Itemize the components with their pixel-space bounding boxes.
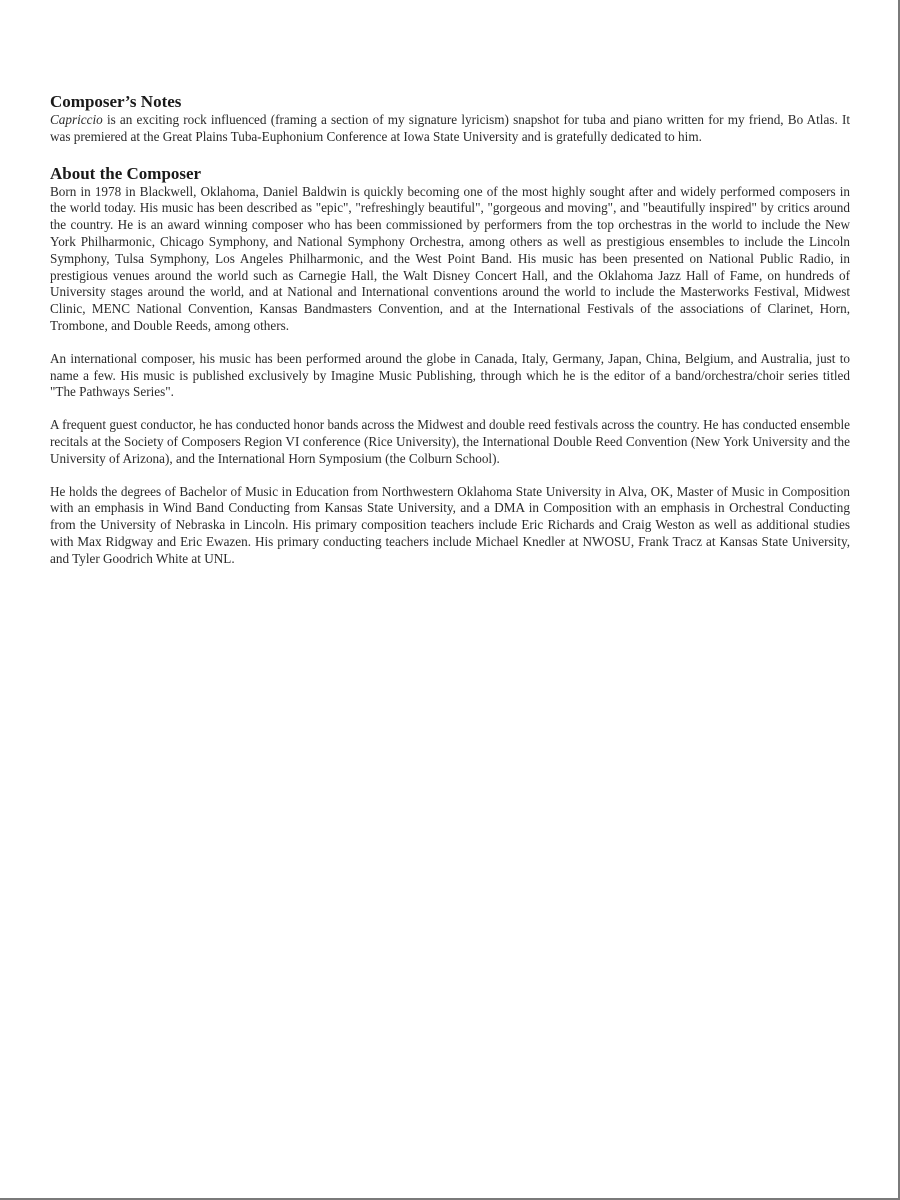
page-content [50, 92, 850, 568]
education-paragraph: He holds the degrees of Bachelor of Music in Education from Northwestern Oklahoma State University in Alva, OK, Master of Music in Composition with an emphasis in Wind Band Conducting from Kansas State University, and a DMA in Composition with an emphasis in Orchestral Conducting from the University of Nebraska in Lincoln. His primary composition teachers include Eric Richards and Craig Weston as well as additional studies with Max Ridgway and Eric Ewazen. His primary conducting teachers include Michael Knedler at NWOSU, Frank Tracz at Kansas State University, and Tyler Goodrich White at UNL. [50, 483, 850, 566]
composers-notes-section [50, 92, 850, 146]
about-composer-heading: About the Composer [50, 163, 202, 183]
composers-notes-heading: Composer’s Notes [50, 92, 182, 111]
guest-conductor-paragraph: A frequent guest conductor, he has conducted honor bands across the Midwest and double reed festivals across the country. He has conducted ensemble recitals at the Society of Composers Region VI conference (Rice University), the International Double Reed Convention (New York University and the University of Arizona), and the International Horn Symposium (the Colburn School). [50, 417, 850, 466]
work-title: Capriccio [50, 112, 103, 127]
about-composer-section [50, 164, 850, 568]
composers-notes-paragraph [50, 112, 850, 146]
international-paragraph: An international composer, his music has been performed around the globe in Canada, Italy, Germany, Japan, China, Belgium, and Australia, just to name a few. His music is published exclusively by Imagine Music Publishing, through which he is the editor of a band/orchestra/choir series titled "The Pathways Series". [50, 350, 850, 400]
biography-paragraph: Born in 1978 in Blackwell, Oklahoma, Daniel Baldwin is quickly becoming one of the most highly sought after and widely performed composers in the world today. His music has been described as "epic", "refreshingly beautiful", "gorgeous and moving", and "beautifully inspired" by critics around the country. He is an award winning composer who has been commissioned by performers from the top orchestras in the world to include the New York Philharmonic, Chicago Symphony, and National Symphony Orchestra, among others as well as prestigious ensembles to include the Lincoln Symphony, Tulsa Symphony, Los Angeles Philharmonic, and the West Point Band. His music has been presented on National Public Radio, in prestigious venues around the world such as Carnegie Hall, the Walt Disney Concert Hall, and the Oklahoma Jazz Hall of Fame, on hundreds of University stages around the world, and at National and International conventions around the world to include the Masterworks Festival, Midwest Clinic, MENC National Convention, Kansas Bandmasters Convention, and at the International Festivals of the associations of Clarinet, Horn, Trombone, and Double Reeds, among others. [50, 183, 850, 333]
composers-notes-text: is an exciting rock influenced (framing a section of my signature lyricism) snapshot for tuba and piano written for my friend, Bo Atlas. It was premiered at the Great Plains Tuba-Euphonium Conference at Iowa State University and is gratefully dedicated to him. [50, 112, 850, 144]
